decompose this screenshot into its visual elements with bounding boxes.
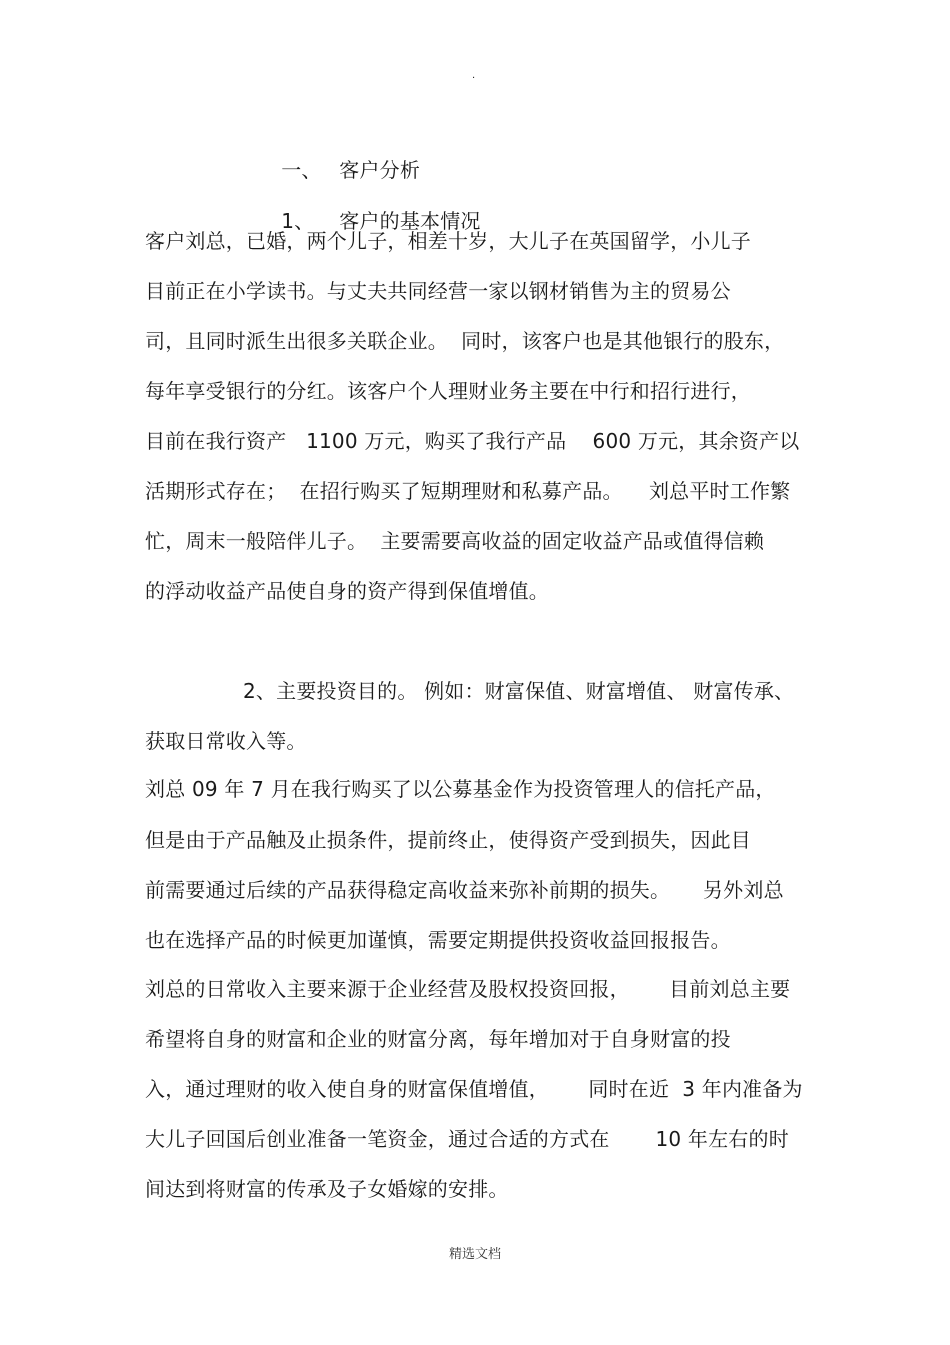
- paragraph-line: 入，通过理财的收入使自身的财富保值增值， 同时在近 3 年内准备为: [145, 1077, 803, 1101]
- paragraph-line: 刘总的日常收入主要来源于企业经营及股权投资回报， 目前刘总主要: [145, 977, 791, 1001]
- page-footer: 精选文档: [448, 1247, 501, 1262]
- subsection-heading-line: 2、主要投资目的。 例如：财富保值、财富增值、 财富传承、: [243, 679, 795, 703]
- paragraph-line: 希望将自身的财富和企业的财富分离，每年增加对于自身财富的投: [145, 1027, 731, 1051]
- paragraph-line: 目前在我行资产 1100 万元，购买了我行产品 600 万元，其余资产以: [145, 429, 800, 453]
- paragraph-line: 目前正在小学读书。与丈夫共同经营一家以钢材销售为主的贸易公: [145, 279, 731, 303]
- paragraph-line: 客户刘总，已婚，两个儿子，相差十岁，大儿子在英国留学，小儿子: [145, 229, 751, 253]
- paragraph-line: 司，且同时派生出很多关联企业。 同时，该客户也是其他银行的股东，: [145, 329, 785, 353]
- section-title: 客户分析: [339, 158, 421, 182]
- paragraph-line: 活期形式存在； 在招行购买了短期理财和私募产品。 刘总平时工作繁: [145, 479, 791, 503]
- subsection-number: 1、: [281, 209, 315, 233]
- subsection-heading-line: 获取日常收入等。: [145, 729, 307, 753]
- paragraph-line: 间达到将财富的传承及子女婚嫁的安排。: [145, 1177, 509, 1201]
- subsection-title: 客户的基本情况: [339, 209, 481, 233]
- paragraph-line: 忙，周末一般陪伴儿子。 主要需要高收益的固定收益产品或值得信赖: [145, 529, 765, 553]
- header-mark: .: [472, 70, 476, 81]
- paragraph-line: 刘总 09 年 7 月在我行购买了以公募基金作为投资管理人的信托产品，: [145, 777, 776, 801]
- paragraph-line: 前需要通过后续的产品获得稳定高收益来弥补前期的损失。 另外刘总: [145, 878, 784, 902]
- paragraph-line: 也在选择产品的时候更加谨慎，需要定期提供投资收益回报报告。: [145, 928, 731, 952]
- paragraph-line: 的浮动收益产品使自身的资产得到保值增值。: [145, 579, 549, 603]
- paragraph-line: 大儿子回国后创业准备一笔资金，通过合适的方式在 10 年左右的时: [145, 1127, 789, 1151]
- paragraph-line: 但是由于产品触及止损条件，提前终止，使得资产受到损失，因此目: [145, 828, 751, 852]
- paragraph-line: 每年享受银行的分红。该客户个人理财业务主要在中行和招行进行，: [145, 379, 751, 403]
- section-number: 一、: [281, 158, 322, 182]
